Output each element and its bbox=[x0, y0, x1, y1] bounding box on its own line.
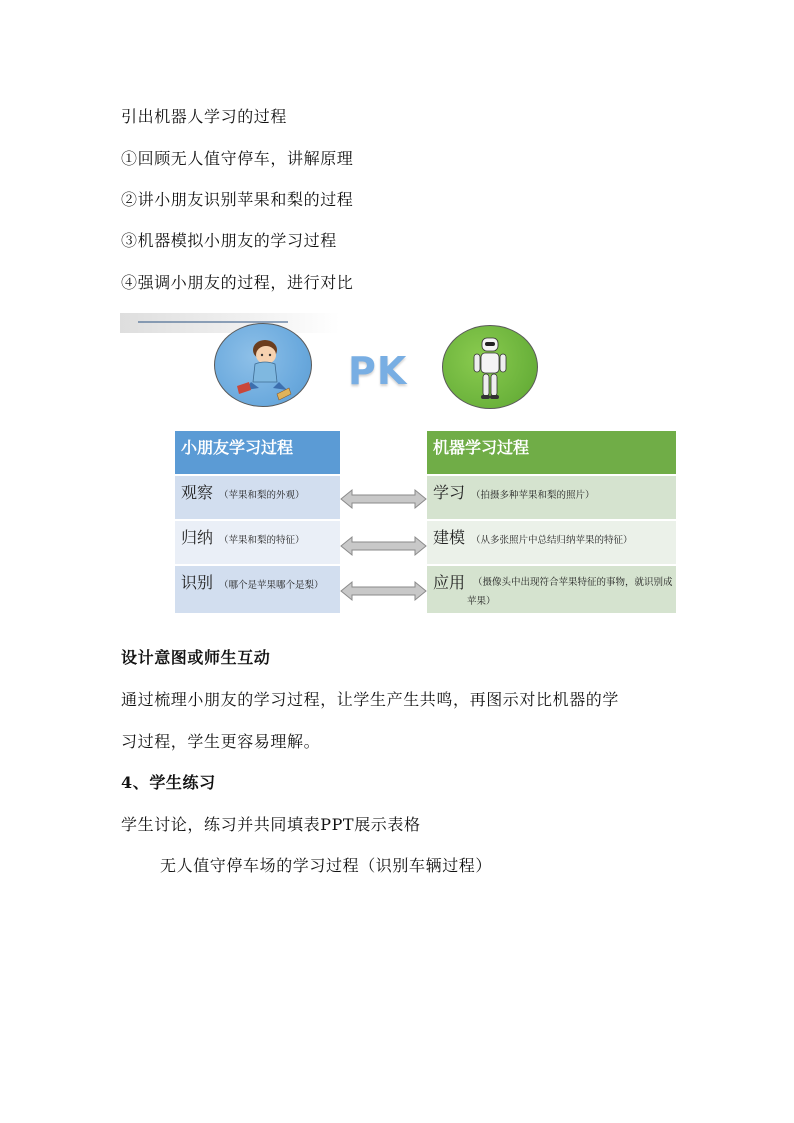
child-circle bbox=[214, 323, 312, 407]
machine-step-note: （摄像头中出现符合苹果特征的事物，就识别成苹果） bbox=[467, 577, 673, 607]
practice-heading: 4、学生练习 bbox=[121, 773, 216, 792]
child-step-observe bbox=[175, 476, 340, 519]
practice-line-2: 无人值守停车场的学习过程（识别车辆过程） bbox=[160, 856, 493, 875]
double-arrow-icon bbox=[340, 488, 427, 510]
machine-step-model bbox=[427, 521, 676, 564]
design-heading: 设计意图或师生互动 bbox=[121, 648, 271, 667]
child-step-term: 观察 bbox=[181, 483, 214, 502]
machine-step-term: 应用 bbox=[433, 573, 466, 592]
humanoid-robot-icon bbox=[443, 326, 537, 408]
machine-step-apply bbox=[427, 566, 676, 613]
child-reading-icon bbox=[215, 324, 311, 406]
design-paragraph-line-2: 习过程，学生更容易理解。 bbox=[121, 732, 321, 751]
step-1: ①回顾无人值守停车，讲解原理 bbox=[121, 149, 354, 168]
child-step-note: （苹果和梨的外观） bbox=[219, 490, 305, 501]
double-arrow-icon bbox=[340, 535, 427, 557]
machine-step-learn bbox=[427, 476, 676, 519]
child-step-term: 识别 bbox=[181, 573, 214, 592]
machine-step-note: （从多张照片中总结归纳苹果的特征） bbox=[471, 535, 633, 546]
child-step-term: 归纳 bbox=[181, 528, 214, 547]
child-step-induce bbox=[175, 521, 340, 564]
step-3: ③机器模拟小朋友的学习过程 bbox=[121, 231, 337, 250]
double-arrow-icon bbox=[340, 580, 427, 602]
machine-step-note: （拍摄多种苹果和梨的照片） bbox=[471, 490, 595, 501]
machine-process-header: 机器学习过程 bbox=[427, 431, 676, 474]
machine-step-term: 学习 bbox=[433, 483, 466, 502]
robot-circle bbox=[442, 325, 538, 409]
practice-line-1: 学生讨论，练习并共同填表PPT展示表格 bbox=[121, 815, 421, 834]
design-paragraph-line-1: 通过梳理小朋友的学习过程，让学生产生共鸣，再图示对比机器的学 bbox=[121, 690, 620, 709]
child-step-note: （苹果和梨的特征） bbox=[219, 535, 305, 546]
child-step-identify bbox=[175, 566, 340, 613]
pk-label: PK bbox=[348, 349, 408, 393]
child-step-note: （哪个是苹果哪个是梨） bbox=[219, 580, 324, 591]
section-heading: 引出机器人学习的过程 bbox=[121, 107, 288, 126]
step-2: ②讲小朋友识别苹果和梨的过程 bbox=[121, 190, 354, 209]
step-4: ④强调小朋友的过程，进行对比 bbox=[121, 273, 354, 292]
machine-step-term: 建模 bbox=[433, 528, 466, 547]
comparison-figure bbox=[120, 313, 680, 616]
child-process-header: 小朋友学习过程 bbox=[175, 431, 340, 474]
